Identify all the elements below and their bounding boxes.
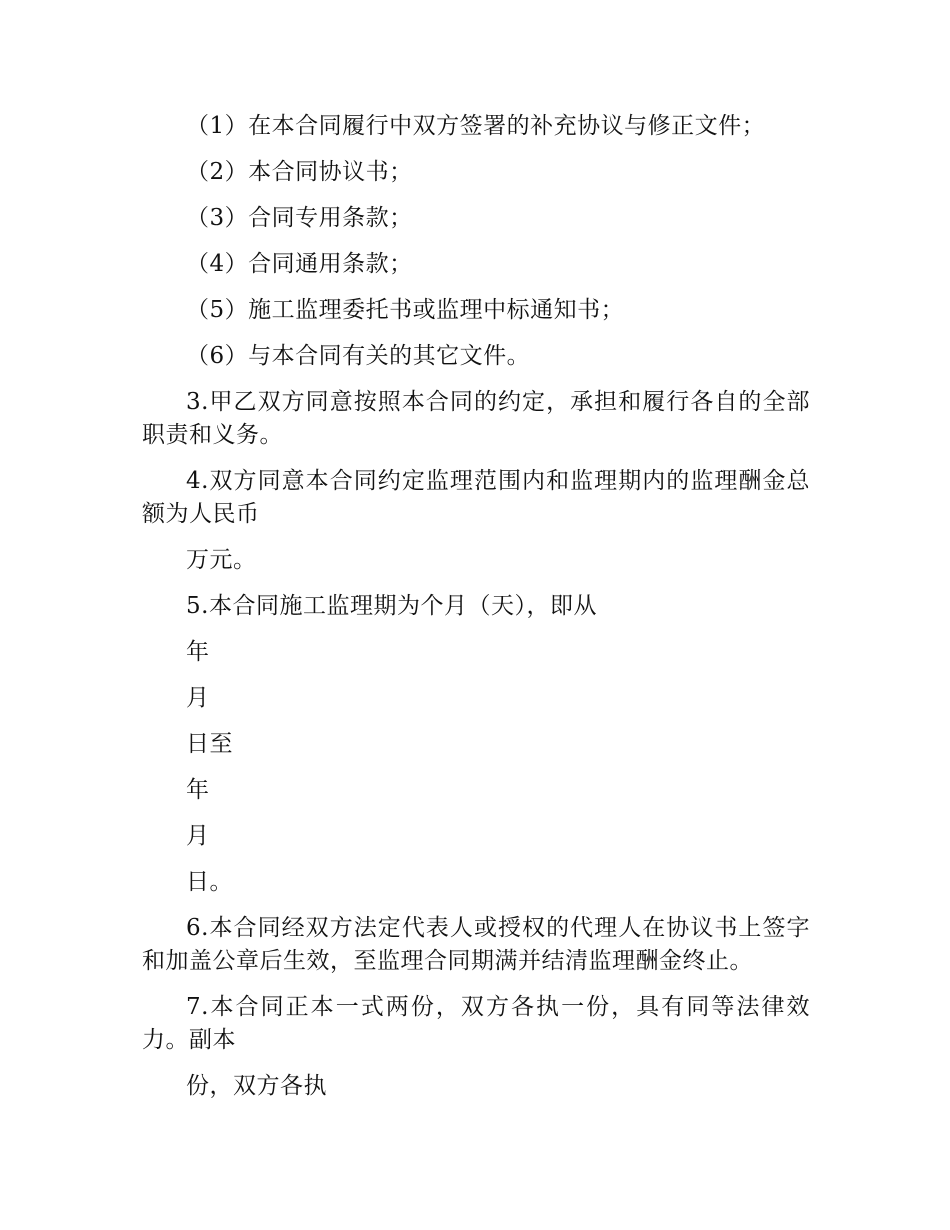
clause-7-tail: 份，双方各执 bbox=[186, 1073, 327, 1099]
date-part-year-end: 年 bbox=[186, 777, 210, 803]
list-item: （2）本合同协议书； bbox=[186, 159, 413, 185]
list-item: （3）合同专用条款； bbox=[186, 205, 413, 231]
date-part-year-start: 年 bbox=[186, 639, 210, 665]
clause-4: 4.双方同意本合同约定监理范围内和监理期内的监理酬金总额为人民币 bbox=[142, 468, 810, 527]
document-body bbox=[142, 110, 810, 1116]
clause-3: 3.甲乙双方同意按照本合同的约定，承担和履行各自的全部职责和义务。 bbox=[142, 389, 810, 448]
list-item: （5）施工监理委托书或监理中标通知书； bbox=[186, 297, 625, 323]
list-item: （6）与本合同有关的其它文件。 bbox=[186, 343, 531, 369]
date-part-day-end: 日。 bbox=[186, 869, 233, 895]
list-item: （1）在本合同履行中双方签署的补充协议与修正文件； bbox=[186, 113, 766, 139]
list-item: （4）合同通用条款； bbox=[186, 251, 413, 277]
clause-7: 7.本合同正本一式两份，双方各执一份，具有同等法律效力。副本 bbox=[142, 994, 810, 1053]
date-part-month-start: 月 bbox=[186, 685, 210, 711]
clause-4-tail: 万元。 bbox=[186, 547, 257, 573]
date-part-month-end: 月 bbox=[186, 823, 210, 849]
date-part-day-start: 日至 bbox=[186, 731, 233, 757]
clause-5: 5.本合同施工监理期为个月（天），即从 bbox=[186, 593, 597, 619]
clause-6: 6.本合同经双方法定代表人或授权的代理人在协议书上签字和加盖公章后生效，至监理合同期满并结清监理酬金终止。 bbox=[142, 915, 810, 974]
